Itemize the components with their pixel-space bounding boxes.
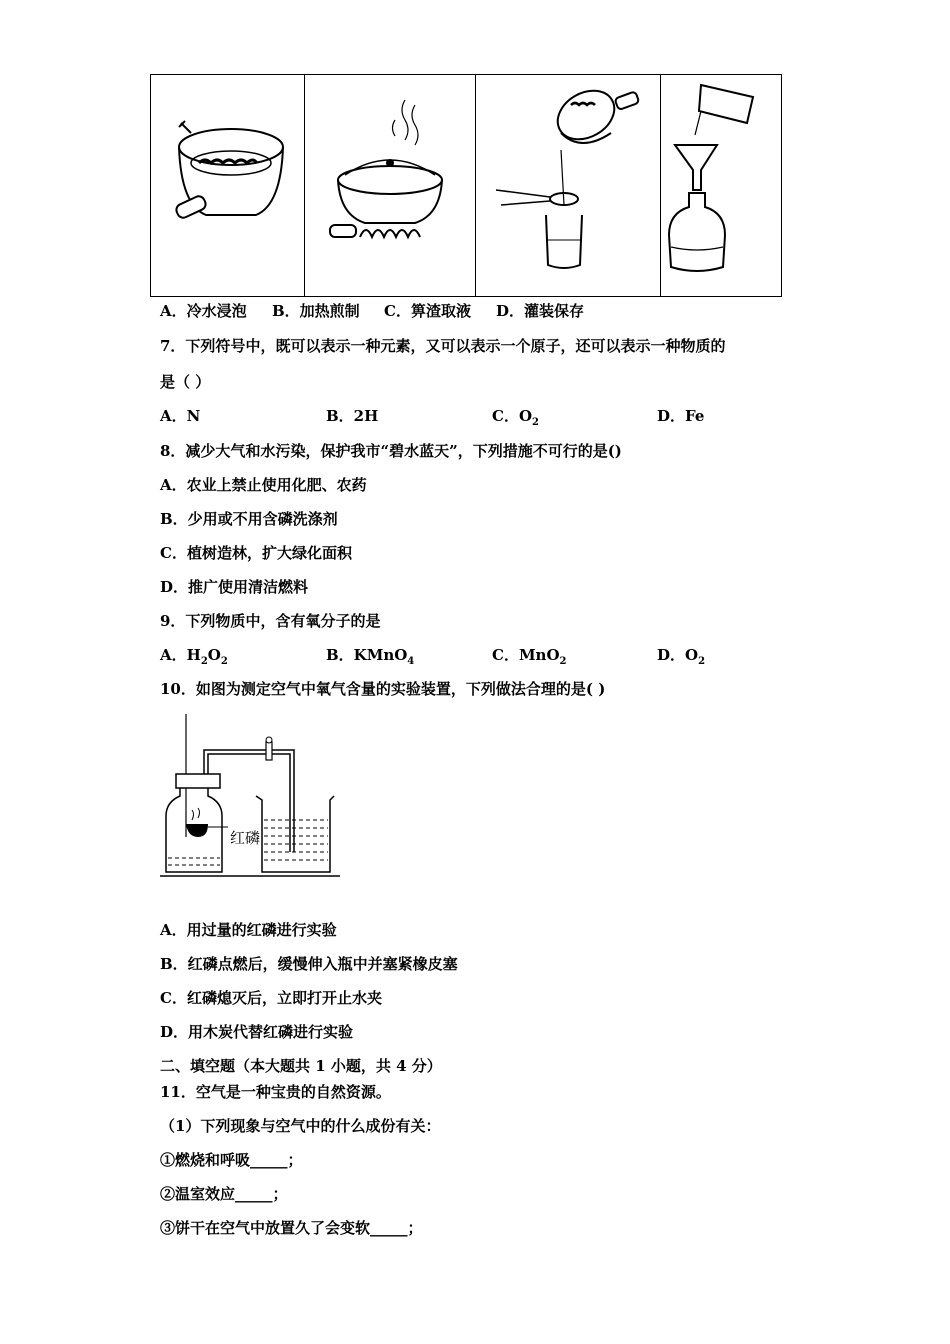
- q9-option-b: B．KMnO$_4$: [326, 646, 415, 667]
- q7-option-b: B．2H: [326, 407, 379, 425]
- q9-option-c: C．MnO$_2$: [492, 646, 567, 667]
- q11-stem: 11．空气是一种宝贵的自然资源。: [160, 1083, 391, 1101]
- q6-option-c: C．箅渣取液: [384, 302, 471, 320]
- q10-option-a: A．用过量的红磷进行实验: [160, 921, 337, 939]
- herbal-steps-figure: [150, 74, 782, 297]
- q9-option-a: A．$H_2O_2$: [160, 646, 228, 667]
- q6-option-b: B．加热煎制: [272, 302, 360, 320]
- q6-option-d: D．灌装保存: [496, 302, 585, 320]
- q11-item1: ①燃烧和呼吸_____；: [160, 1151, 303, 1169]
- q10-option-d: D．用木炭代替红磷进行实验: [160, 1023, 354, 1041]
- q11-sub1: （1）下列现象与空气中的什么成份有关：: [160, 1117, 441, 1135]
- q6-option-a: A．冷水浸泡: [160, 302, 247, 320]
- q7-stem-line2: 是（ ）: [160, 373, 211, 391]
- cold-soak-illustration: [151, 75, 305, 296]
- heating-decoction-illustration: [305, 75, 476, 296]
- q7-option-c: C．$O_2$: [492, 407, 539, 428]
- bottle-storage-illustration: [661, 75, 783, 296]
- q11-item3: ③饼干在空气中放置久了会变软_____；: [160, 1219, 423, 1237]
- strain-liquid-illustration: [476, 75, 661, 296]
- section-title: 二、填空题（本大题共 1 小题，共 4 分）: [160, 1057, 442, 1075]
- oxygen-measurement-apparatus: [158, 712, 343, 882]
- q9-stem: 9．下列物质中，含有氧分子的是: [160, 612, 381, 630]
- q7-stem-line1: 7．下列符号中，既可以表示一种元素，又可以表示一个原子，还可以表示一种物质的: [160, 337, 726, 355]
- q11-item2: ②温室效应_____；: [160, 1185, 288, 1203]
- q10-option-c: C．红磷熄灭后，立即打开止水夹: [160, 989, 382, 1007]
- q8-option-b: B．少用或不用含磷洗涤剂: [160, 510, 338, 528]
- q7-option-d: D．Fe: [657, 407, 705, 425]
- q9-option-d: D．$O_2$: [657, 646, 706, 667]
- q8-option-a: A．农业上禁止使用化肥、农药: [160, 476, 367, 494]
- red-phosphorus-label: 红磷: [230, 829, 261, 847]
- q8-option-d: D．推广使用清洁燃料: [160, 578, 309, 596]
- q10-stem: 10．如图为测定空气中氧气含量的实验装置，下列做法合理的是( ): [160, 680, 606, 698]
- q8-option-c: C．植树造林，扩大绿化面积: [160, 544, 352, 562]
- q8-stem: 8．减少大气和水污染，保护我市“碧水蓝天”，下列措施不可行的是(): [160, 442, 622, 460]
- q7-option-a: A．N: [160, 407, 201, 425]
- q10-option-b: B．红磷点燃后，缓慢伸入瓶中并塞紧橡皮塞: [160, 955, 458, 973]
